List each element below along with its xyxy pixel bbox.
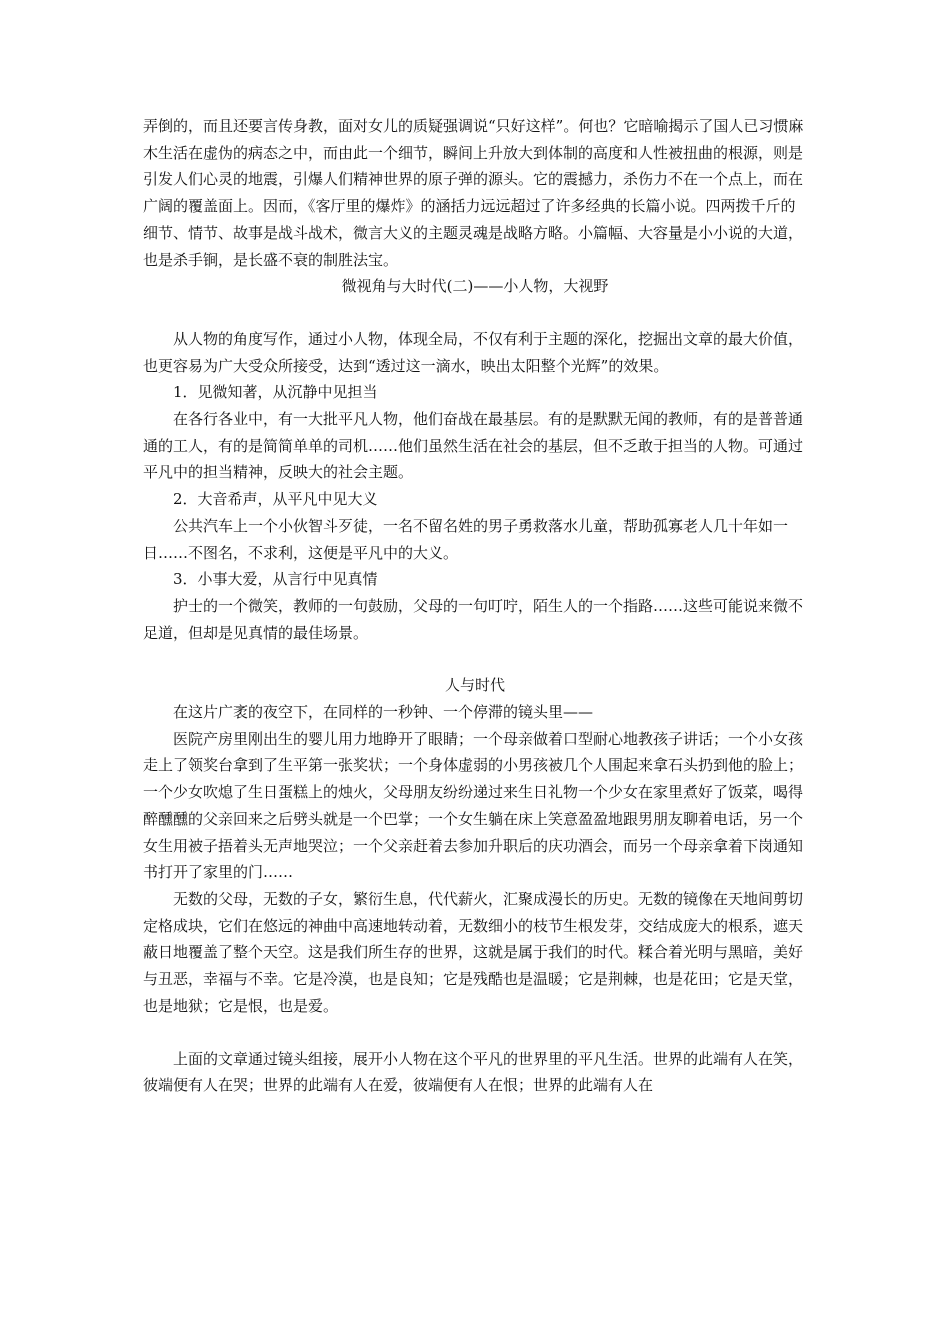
- essay-title: 人与时代: [444, 676, 505, 695]
- list-item-body-3: 护士的一个微笑，教师的一句鼓励，父母的一句叮咛，陌生人的一个指路……这些可能说来微不足道，但却是见真情的最佳场景。: [143, 596, 804, 642]
- commentary-paragraph: 上面的文章通过镜头组接，展开小人物在这个平凡的世界里的平凡生活。世界的此端有人在笑，彼端便有人在哭；世界的此端有人在爱，彼端便有人在恨；世界的此端有人在: [143, 1049, 804, 1095]
- essay-paragraph-1: 在这片广袤的夜空下，在同样的一秒钟、一个停滞的镜头里——: [173, 703, 594, 722]
- list-item-title-1: 1．见微知著，从沉静中见担当: [173, 383, 378, 402]
- section-intro-paragraph: 从人物的角度写作，通过小人物，体现全局，不仅有利于主题的深化，挖掘出文章的最大价值，也更容易为广大受众所接受，达到“透过这一滴水，映出太阳整个光辉”的效果。: [143, 329, 804, 375]
- list-item-title-2: 2．大音希声，从平凡中见大义: [173, 490, 378, 509]
- list-item-body-2: 公共汽车上一个小伙智斗歹徒，一名不留名姓的男子勇救落水儿童，帮助孤寡老人几十年如一日……不图名，不求利，这便是平凡中的大义。: [143, 516, 789, 562]
- list-item-title-3: 3．小事大爱，从言行中见真情: [173, 570, 378, 589]
- list-item-body-1: 在各行各业中，有一大批平凡人物，他们奋战在最基层。有的是默默无闻的教师，有的是普普通通的工人，有的是简简单单的司机……他们虽然生活在社会的基层，但不乏敢于担当的人物。可通过平凡中的担当精神，反映大的社会主题。: [143, 410, 804, 482]
- document-page: [143, 113, 807, 1099]
- section-heading-perspective: 微视角与大时代(二)——小人物，大视野: [341, 277, 609, 296]
- essay-paragraph-3: 无数的父母，无数的子女，繁衍生息，代代薪火，汇聚成漫长的历史。无数的镜像在天地间剪切定格成块，它们在悠远的神曲中高速地转动着，无数细小的枝节生根发芽，交结成庞大的根系，遮天蔽日地覆盖了整个天空。这是我们所生存的世界，这就是属于我们的时代。糅合着光明与黑暗，美好与丑恶，幸福与不幸。它是冷漠，也是良知；它是残酷也是温暖；它是荆棘，也是花田；它是天堂，也是地狱；它是恨，也是爱。: [143, 889, 804, 1015]
- essay-paragraph-2: 医院产房里刚出生的婴儿用力地睁开了眼睛；一个母亲做着口型耐心地教孩子讲话；一个小女孩走上了领奖台拿到了生平第一张奖状；一个身体虚弱的小男孩被几个人围起来拿石头扔到他的脸上；一个少女吹熄了生日蛋糕上的烛火，父母朋友纷纷递过来生日礼物一个少女在家里煮好了饭菜，喝得醉醺醺的父亲回来之后劈头就是一个巴掌；一个女生躺在床上笑意盈盈地跟男朋友聊着电话，另一个女生用被子捂着头无声地哭泣；一个父亲赶着去参加升职后的庆功酒会，而另一个母亲拿着下岗通知书打开了家里的门……: [143, 729, 804, 882]
- intro-paragraph: 弄倒的，而且还要言传身教，面对女儿的质疑强调说“只好这样”。何也？它暗喻揭示了国人已习惯麻木生活在虚伪的病态之中，而由此一个细节，瞬间上升放大到体制的高度和人性被扭曲的根源，则是引发人们心灵的地震，引爆人们精神世界的原子弹的源头。它的震撼力，杀伤力不在一个点上，而在广阔的覆盖面上。因而，《客厅里的爆炸》的涵括力远远超过了许多经典的长篇小说。四两拨千斤的细节、情节、故事是战斗战术，微言大义的主题灵魂是战略方略。小篇幅、大容量是小小说的大道，也是杀手锏，是长盛不衰的制胜法宝。: [143, 117, 804, 269]
